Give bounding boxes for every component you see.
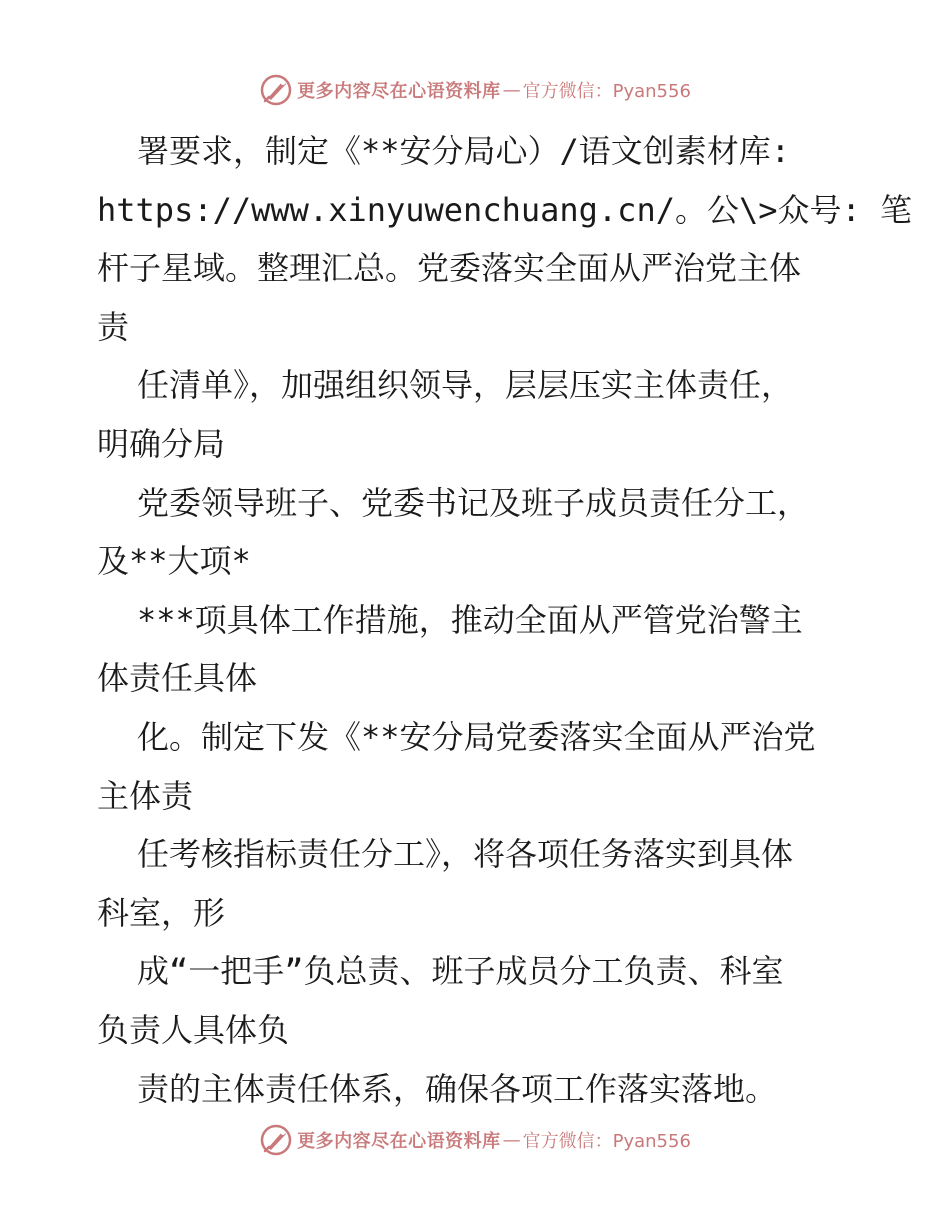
body-line: 成“一把手”负总责、班子成员分工负责、科室 (137, 952, 784, 991)
header-wechat-text: 官方微信：Pyan556 (522, 81, 691, 102)
quill-pen-logo-icon (259, 73, 293, 107)
body-line: 科室，形 (97, 893, 226, 932)
footer-promo-text: 更多内容尽在心语资料库 (297, 1131, 501, 1152)
footer-separator: — (502, 1129, 521, 1151)
body-line: 署要求，制定《**安分局心）/语文创素材库: (137, 132, 791, 170)
body-line: 杆子星域。整理汇总。党委落实全面从严治党主体 (97, 249, 802, 288)
document-body (97, 122, 913, 1118)
body-line: 主体责 (97, 776, 194, 815)
body-line: 明确分局 (97, 424, 226, 463)
body-line: https://www.xinyuwenchuang.cn/。公\>众号: 笔 (97, 190, 913, 229)
body-line: 任清单》，加强组织领导，层层压实主体责任， (137, 366, 794, 405)
header-separator: — (502, 79, 521, 101)
body-line: 责 (97, 307, 130, 346)
quill-pen-logo-icon (259, 1123, 293, 1157)
body-line: 负责人具体负 (97, 1010, 290, 1049)
footer-wechat-text: 官方微信：Pyan556 (522, 1131, 691, 1152)
body-line: ***项具体工作措施，推动全面从严管党治警主 (137, 600, 803, 639)
footer-banner (0, 1122, 950, 1158)
body-line: 任考核指标责任分工》，将各项任务落实到具体 (137, 835, 794, 874)
body-line: 化。制定下发《**安分局党委落实全面从严治党 (137, 717, 816, 756)
body-line: 责的主体责任体系，确保各项工作落实落地。 (137, 1069, 778, 1108)
header-promo-text: 更多内容尽在心语资料库 (297, 81, 501, 102)
body-line: 及**大项* (97, 542, 251, 581)
header-banner (0, 72, 950, 108)
body-line: 体责任具体 (97, 659, 258, 698)
body-line: 党委领导班子、党委书记及班子成员责任分工， (137, 483, 810, 522)
